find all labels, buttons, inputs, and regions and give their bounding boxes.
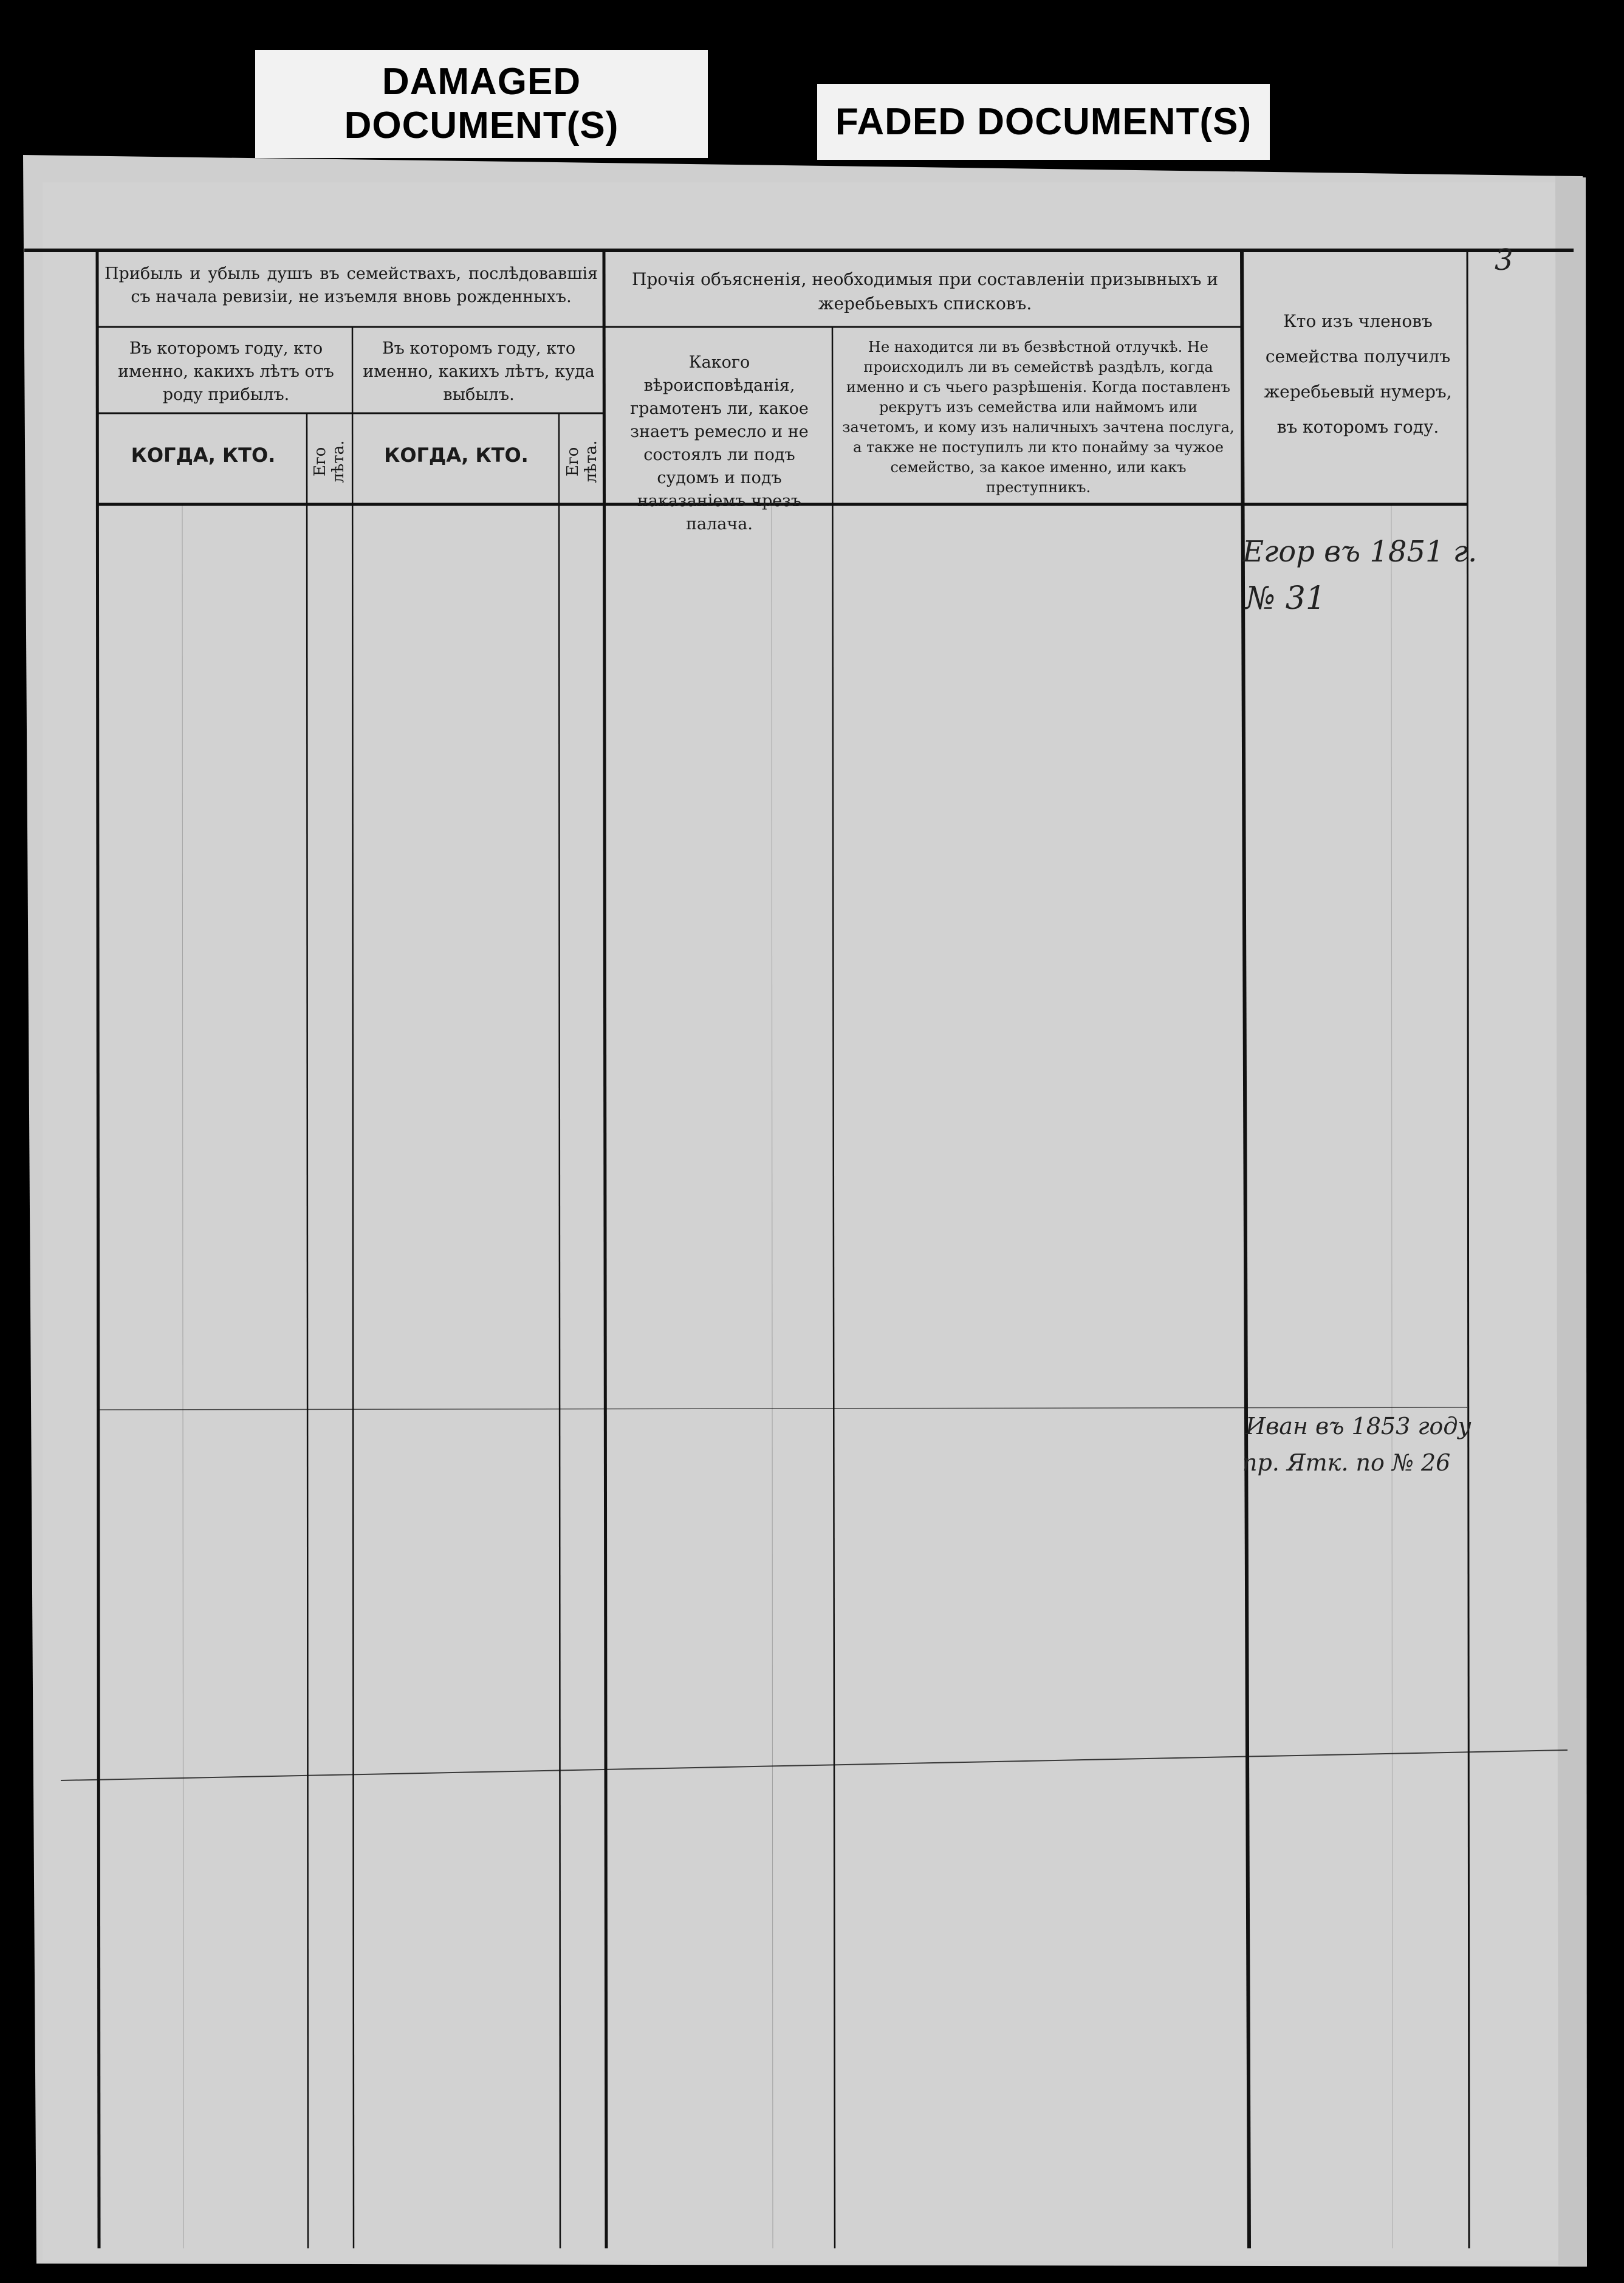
damaged-label-line1: DAMAGED: [382, 61, 581, 103]
header-when-who-loss: КОГДА, КТО.: [384, 444, 529, 467]
header-loss: Въ которомъ году, кто именно, какихъ лѣтъ, куда выбылъ.: [363, 339, 595, 404]
header-age-gain: Его лѣта.: [311, 440, 348, 484]
header-gain: Въ которомъ году, кто именно, какихъ лѣтъ отъ роду прибылъ.: [118, 339, 334, 404]
header-when-who-gain: КОГДА, КТО.: [131, 444, 276, 467]
damaged-label-line2: DOCUMENT(S): [344, 105, 619, 146]
header-religion: Какого вѣроисповѣданія, грамотенъ ли, какое знаетъ ремесло и не состоялъ ли подъ судомъ и подъ наказаніемъ чрезъ палача.: [630, 353, 809, 534]
damaged-document-label: [255, 50, 708, 158]
header-age-loss: Его лѣта.: [564, 440, 600, 484]
faded-document-label: FADED DOCUMENT(S): [817, 84, 1270, 160]
handwritten-entry-1-line1: Егор въ 1851 г.: [1242, 535, 1478, 569]
header-other-explanations: Прочія объясненія, необходимыя при составленіи призывныхъ и жеребьевыхъ списковъ.: [631, 269, 1219, 314]
header-absence: Не находится ли въ безвѣстной отлучкѣ. Не происходилъ ли въ семействѣ раздѣлъ, когда именно и съ чьего разрѣшенія. Когда поставленъ рекрутъ изъ семейства или наймомъ или зачетомъ, и кому изъ наличныхъ зачтена послуга, а также не поступилъ ли кто понайму за чужое семейство, за какое именно, или какъ преступникъ.: [842, 338, 1235, 496]
header-lot-number: Кто изъ членовъ семейства получилъ жеребьевый нумеръ, въ которомъ году.: [1264, 311, 1452, 437]
handwritten-entry-1-line2: № 31: [1245, 580, 1326, 617]
header-gain-loss-title: Прибыль и убыль душъ въ семействахъ, послѣдовавшія съ начала ревизіи, не изъемля вновь рожденныхъ.: [104, 264, 598, 306]
handwritten-entry-2-line1: Иван въ 1853 году: [1245, 1413, 1472, 1440]
page-number: 3: [1495, 243, 1513, 277]
handwritten-entry-2-line2: пр. Ятк. по № 26: [1242, 1449, 1451, 1476]
paper-edge: [1555, 176, 1587, 2267]
